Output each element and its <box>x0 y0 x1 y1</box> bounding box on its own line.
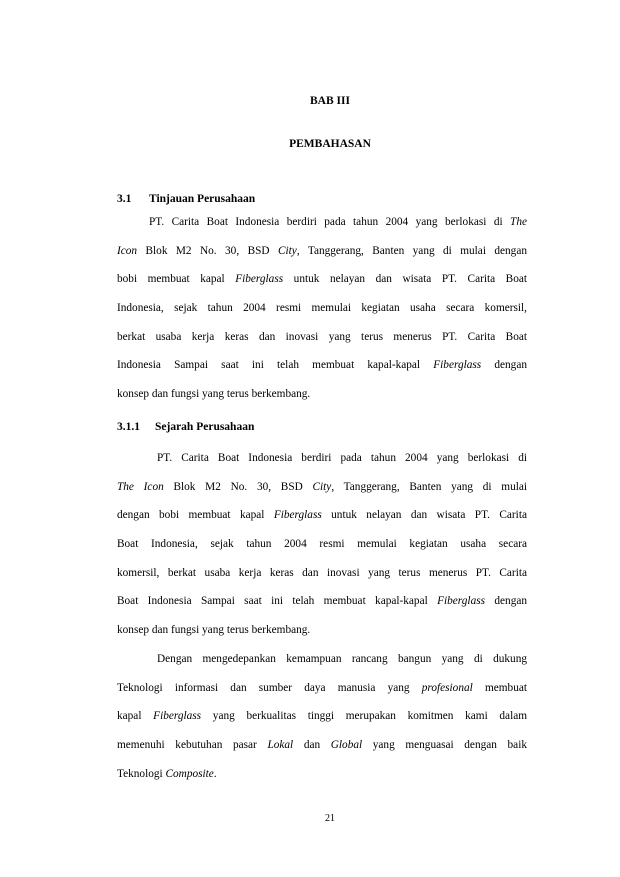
text-line: berkat usaba kerja keras dan inovasi yang terus menerus PT. Carita Boat <box>117 330 527 343</box>
text-line: konsep dan fungsi yang terus berkembang. <box>117 624 311 637</box>
text-line: The Icon Blok M2 No. 30, BSD City, Tanggerang, Banten yang di mulai <box>117 480 528 493</box>
text-line: Icon Blok M2 No. 30, BSD City, Tanggerang, Banten yang di mulai dengan <box>117 244 527 257</box>
paragraph-commitment <box>117 645 527 788</box>
text-line: memenuhi kebutuhan pasar Lokal dan Global yang menguasai dengan baik <box>117 739 527 752</box>
text-line: komersil, berkat usaba kerja keras dan inovasi yang terus menerus PT. Carita <box>117 566 527 579</box>
text-line: Teknologi informasi dan sumber daya manusia yang profesional membuat <box>117 681 527 694</box>
section-title: Sejarah Perusahaan <box>155 421 255 433</box>
section-title: Tinjauan Perusahaan <box>149 193 256 205</box>
text-line: Indonesia, sejak tahun 2004 resmi memulai kegiatan usaha secara komersil, <box>117 302 527 315</box>
text-line: Dengan mengedepankan kemampuan rancang bangun yang di dukung <box>157 653 527 665</box>
section-number: 3.1 <box>117 193 132 205</box>
text-line: Boat Indonesia, sejak tahun 2004 resmi memulai kegiatan usaha secara <box>117 538 527 551</box>
paragraph-company-history <box>117 444 527 645</box>
text-line: dengan bobi membuat kapal Fiberglass untuk nelayan dan wisata PT. Carita <box>117 509 527 522</box>
text-line: konsep dan fungsi yang terus berkembang. <box>117 388 311 401</box>
text-line: kapal Fiberglass yang berkualitas tinggi merupakan komitmen kami dalam <box>117 710 528 723</box>
chapter-title: PEMBAHASAN <box>289 138 371 150</box>
chapter-label: BAB III <box>310 95 350 107</box>
text-line: Boat Indonesia Sampai saat ini telah membuat kapal-kapal Fiberglass dengan <box>117 595 528 608</box>
text-line: bobi membuat kapal Fiberglass untuk nelayan dan wisata PT. Carita Boat <box>117 273 528 286</box>
text-line: Indonesia Sampai saat ini telah membuat kapal-kapal Fiberglass dengan <box>117 359 527 372</box>
paragraph-company-overview <box>117 208 527 409</box>
section-heading-3-1 <box>117 193 255 205</box>
section-number: 3.1.1 <box>117 421 140 433</box>
page-number: 21 <box>325 813 335 824</box>
text-line: PT. Carita Boat Indonesia berdiri pada tahun 2004 yang berlokasi di <box>157 452 527 464</box>
section-heading-3-1-1 <box>117 421 254 433</box>
text-line: PT. Carita Boat Indonesia berdiri pada tahun 2004 yang berlokasi di The <box>149 216 527 228</box>
text-line: Teknologi Composite. <box>117 767 217 780</box>
